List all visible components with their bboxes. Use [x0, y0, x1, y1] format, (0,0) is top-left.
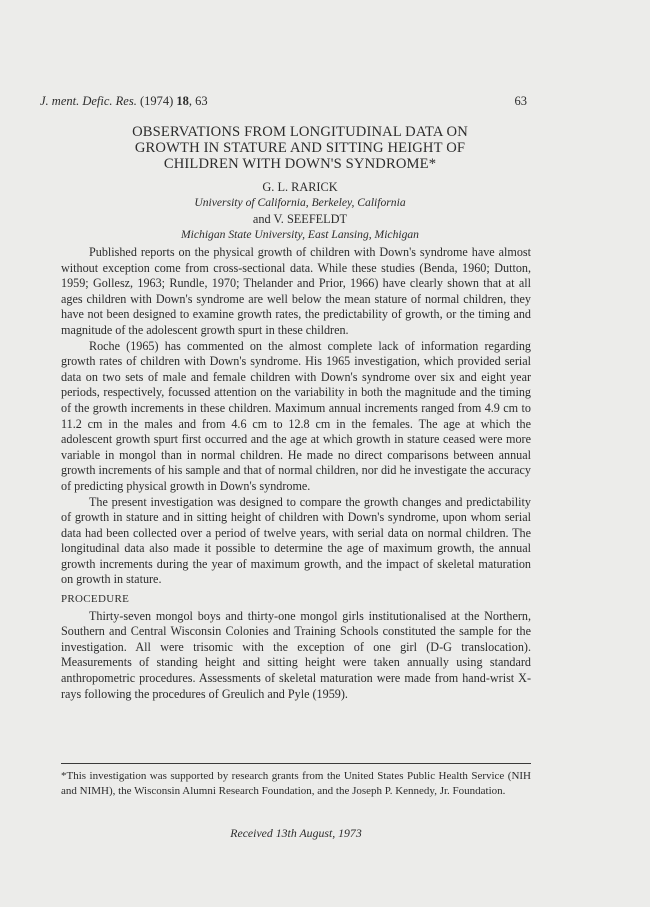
- received-date: Received 13th August, 1973: [230, 826, 362, 840]
- journal-year: (1974): [139, 94, 174, 108]
- author-block: [60, 179, 540, 243]
- article-title: [60, 124, 540, 172]
- title-line: OBSERVATIONS FROM LONGITUDINAL DATA ON: [132, 124, 468, 140]
- author-affiliation: Michigan State University, East Lansing, Michigan: [181, 228, 419, 241]
- author-affiliation: University of California, Berkeley, California: [194, 196, 406, 209]
- footnote-rule: [61, 763, 531, 764]
- body-paragraph: Thirty-seven mongol boys and thirty-one mongol girls institutionalised at the Northern, Southern and Central Wisconsin Colonies and Training Schools constituted the sample for the investigation. All were trisomic with the exception of one girl (D-G translocation). Measurements of standing height and sitting height were taken annually using standard anthropometric procedures. Assessments of skeletal maturation were made from hand-wrist X-rays following the procedures of Greulich and Pyle (1959).: [61, 608, 531, 701]
- journal-name: J. ment. Defic. Res.: [40, 94, 137, 108]
- body-paragraph: Roche (1965) has commented on the almost complete lack of information regarding growth rates of children with Down's syndrome. His 1965 investigation, which provided serial data on two sets of male and female children with Down's syndrome over six and eight year periods, respectively, focussed attention on the variability in both the magnitude and the timing of the growth increments in these children. Maximum annual increments ranged from 4.9 cm to 11.2 cm in the males and from 4.6 cm to 12.8 cm in the females. The age at which the adolescent growth spurt first occurred and the age at which growth in stature ceased were more variable in mongol than in normal children. He made no direct comparisons between annual growth increments of his sample and that of normal children, nor did he investigate the accuracy of predicting physical growth in Down's syndrome.: [61, 338, 531, 493]
- title-line: CHILDREN WITH DOWN'S SYNDROME*: [163, 156, 437, 172]
- author-name: G. L. RARICK: [262, 180, 338, 194]
- body-paragraph: Published reports on the physical growth of children with Down's syndrome have almost without exception come from cross-sectional data. While these studies (Benda, 1960; Dutton, 1959; Gollesz, 1963; Rundle, 1970; Thelander and Prior, 1966) have clearly shown that at all ages children with Down's syndrome are well below the mean stature of normal children, they have not been designed to examine growth rates, the predictability of growth, or the timing and magnitude of the adolescent growth spurt in these children.: [61, 245, 531, 337]
- body-paragraph: The present investigation was designed to compare the growth changes and predictability of growth in stature and in sitting height of children with Down's syndrome, upon whom serial data had been collected over a period of twelve years, with serial data on normal children. The longitudinal data also made it possible to determine the age of maximum growth, the annual growth increments during the year of maximum growth, and the impact of skeletal maturation on growth in stature.: [61, 494, 531, 587]
- article-body: [61, 245, 531, 702]
- author-name: and V. SEEFELDT: [252, 212, 348, 226]
- journal-start-page: , 63: [188, 94, 208, 108]
- section-heading: PROCEDURE: [61, 593, 130, 606]
- running-header: [40, 94, 527, 109]
- journal-citation: [40, 94, 208, 109]
- footnote: *This investigation was supported by research grants from the United States Public Health Service (NIH and NIMH), the Wisconsin Alumni Research Foundation, and the Joseph P. Kennedy, Jr. Foundation.: [61, 770, 531, 797]
- journal-volume: 18: [176, 94, 189, 108]
- title-line: GROWTH IN STATURE AND SITTING HEIGHT OF: [134, 140, 466, 156]
- page-number: 63: [514, 94, 527, 108]
